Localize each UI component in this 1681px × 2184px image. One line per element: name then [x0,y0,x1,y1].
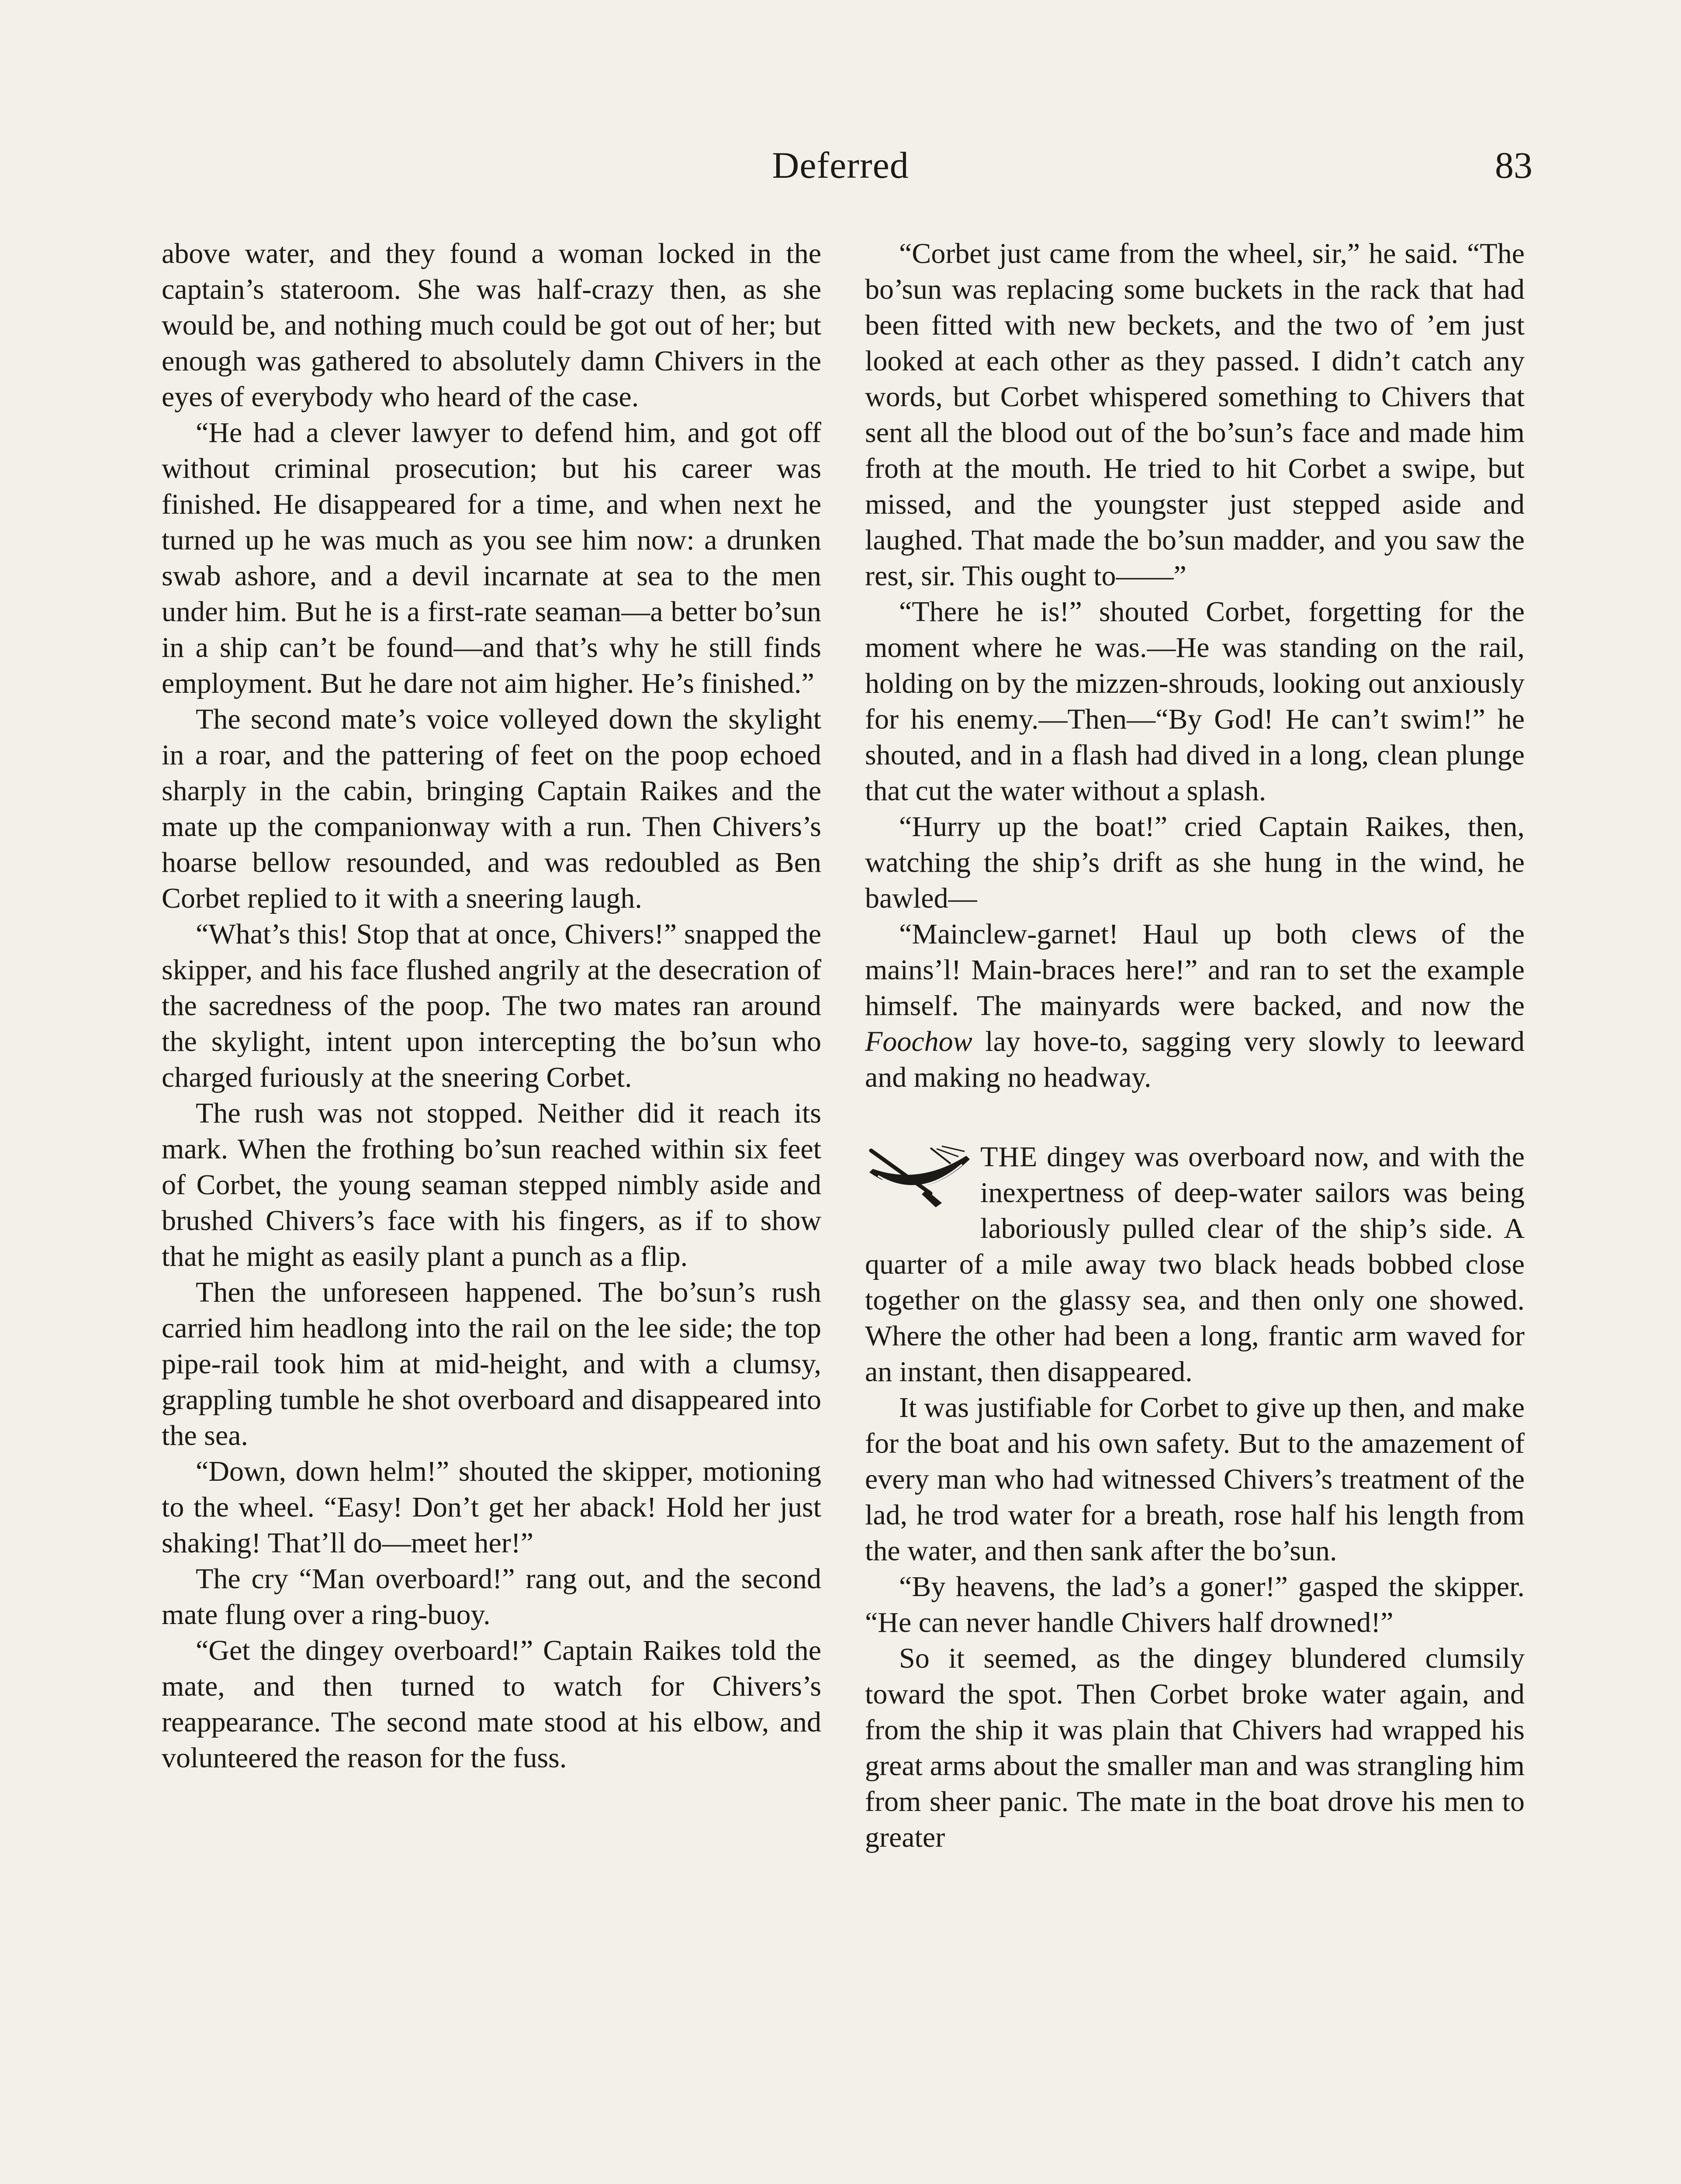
left-column [162,236,821,1776]
paragraph-tail: lay hove-to, sagging very slowly to leeward and making no headway. [865,1026,1525,1093]
ship-name: Foochow [865,1026,972,1057]
paragraph [865,916,1525,1095]
running-title: Deferred [772,144,909,186]
paragraph: The second mate’s voice volleyed down the skylight in a roar, and the pattering of feet on the poop echoed sharply in the cabin, bringing Captain Raikes and the mate up the companionway with a run. Then Chivers’s hoarse bellow resounded, and was redoubled as Ben Corbet replied to it with a sneering laugh. [162,703,821,914]
section-opening [865,1139,1525,1390]
paragraph: “He had a clever lawyer to defend him, and got off without criminal prosecution; but his career was finished. He disappeared for a time, and when next he turned up he was much as you see him now: a drunken swab ashore, and a devil incarnate at sea to the men under him. But he is a first-rate seaman—a better bo’sun in a ship can’t be found—and that’s why he still finds employment. But he dare not aim higher. He’s finished.” [162,417,821,699]
paragraph: “Hurry up the boat!” cried Captain Raikes, then, watching the ship’s drift as she hung in the wind, he bawled— [865,811,1525,914]
paragraph: Then the unforeseen happened. The bo’sun’s rush carried him headlong into the rail on the lee side; the top pipe-rail took him at mid-height, and with a clumsy, grappling tumble he shot overboard and disappeared into the sea. [162,1276,821,1451]
paragraph: The cry “Man overboard!” rang out, and the second mate flung over a ring-buoy. [162,1563,821,1631]
page-number: 83 [1495,144,1532,186]
rowboat-icon [865,1142,974,1216]
paragraph-text: “Mainclew-garnet! Haul up both clews of the mains’l! Main-braces here!” and ran to set the example himself. The mainyards were backed, and now the [865,918,1525,1022]
paragraph: “What’s this! Stop that at once, Chivers!” snapped the skipper, and his face flushed angrily at the desecration of the sacredness of the poop. The two mates ran around the skylight, intent upon intercepting the bo’sun who charged furiously at the sneering Corbet. [162,918,821,1093]
running-head [0,139,1681,191]
paragraph: “Get the dingey overboard!” Captain Raikes told the mate, and then turned to watch for Chivers’s reappearance. The second mate stood at his elbow, and volunteered the reason for the fuss. [162,1635,821,1774]
paragraph: So it seemed, as the dingey blundered clumsily toward the spot. Then Corbet broke water again, and from the ship it was plain that Chivers had wrapped his great arms about the smaller man and was strangling him from sheer panic. The mate in the boat drove his men to greater [865,1642,1525,1853]
paragraph: The rush was not stopped. Neither did it reach its mark. When the frothing bo’sun reached within six feet of Corbet, the young seaman stepped nimbly aside and brushed Chivers’s face with his fingers, as if to show that he might as easily plant a punch as a flip. [162,1097,821,1272]
section-opening-caps: THE [980,1141,1038,1173]
paragraph: It was justifiable for Corbet to give up then, and make for the boat and his own safety. But to the amazement of every man who had witnessed Chivers’s treatment of the lad, he trod water for a breath, rose half his length from the water, and then sank after the bo’sun. [865,1392,1525,1567]
section-opening-text: dingey was overboard now, and with the inexpertness of deep-water sailors was being laboriously pulled clear of the ship’s side. A quarter of a mile away two black heads bobbed close together on the glassy sea, and then only one showed. Where the other had been a long, frantic arm waved for an instant, then disappeared. [865,1141,1525,1388]
paragraph: “Down, down helm!” shouted the skipper, motioning to the wheel. “Easy! Don’t get her aback! Hold her just shaking! That’ll do—meet her!” [162,1455,821,1559]
paragraph: “By heavens, the lad’s a goner!” gasped the skipper. “He can never handle Chivers half drowned!” [865,1571,1525,1638]
paragraph: above water, and they found a woman locked in the captain’s stateroom. She was half-crazy then, as she would be, and nothing much could be got out of her; but enough was gathered to absolutely damn Chivers in the eyes of everybody who heard of the case. [162,238,821,413]
paragraph: “Corbet just came from the wheel, sir,” he said. “The bo’sun was replacing some buckets in the rack that had been fitted with new beckets, and the two of ’em just looked at each other as they passed. I didn’t catch any words, but Corbet whispered something to Chivers that sent all the blood out of the bo’sun’s face and made him froth at the mouth. He tried to hit Corbet a swipe, but missed, and the youngster just stepped aside and laughed. That made the bo’sun madder, and you saw the rest, sir. This ought to——” [865,238,1525,592]
right-column [865,236,1525,1856]
paragraph: “There he is!” shouted Corbet, forgetting for the moment where he was.—He was standing on the rail, holding on by the mizzen-shrouds, looking out anxiously for his enemy.—Then—“By God! He can’t swim!” he shouted, and in a flash had dived in a long, clean plunge that cut the water without a splash. [865,596,1525,807]
